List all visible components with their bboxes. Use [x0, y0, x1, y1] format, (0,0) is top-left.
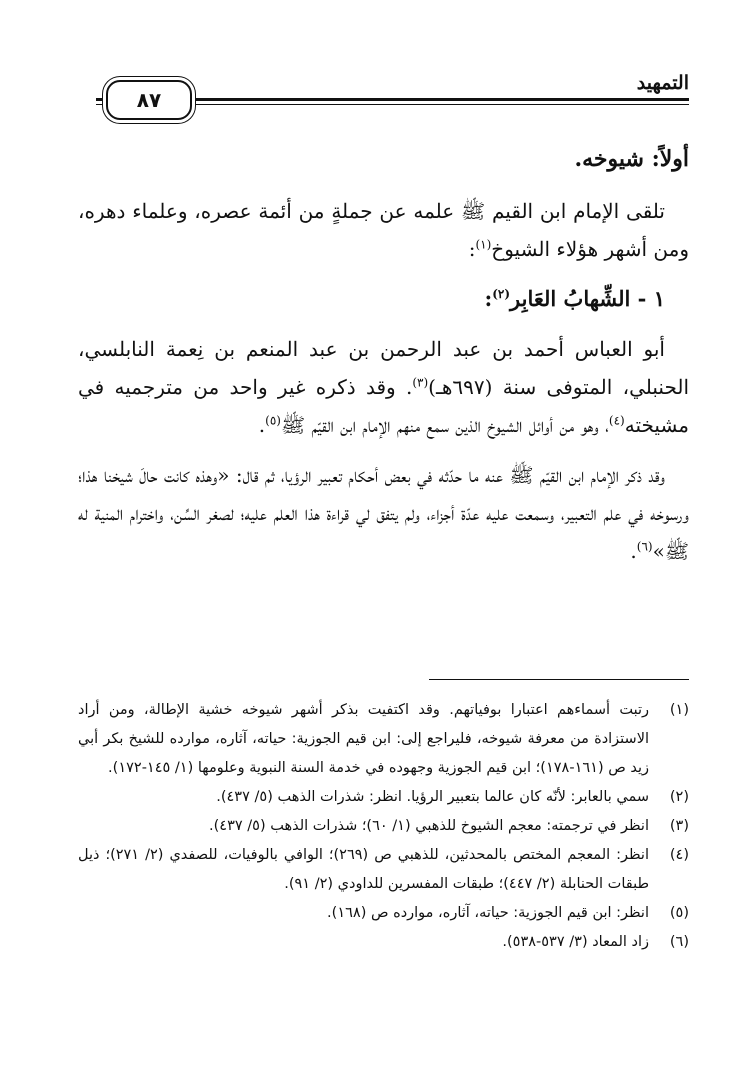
footnote-number: (٣)	[669, 818, 689, 834]
footnote	[78, 928, 689, 957]
footnote-ref-3: (٣)	[412, 375, 429, 390]
biography-paragraph	[78, 330, 689, 444]
footnote-text: سمي بالعابر: لأنّه كان عالما بتعبير الرؤيا. انظر: شذرات الذهب (٥/ ٤٣٧).	[216, 789, 649, 805]
footnote-ref-1: (١)	[475, 237, 492, 252]
footnote-text: انظر في ترجمته: معجم الشيوخ للذهبي (١/ ٦٠)؛ شذرات الذهب (٥/ ٤٣٧).	[209, 818, 649, 834]
footnote-rule	[429, 679, 689, 680]
bio-text-1: أبو العباس أحمد بن عبد الرحمن بن عبد المنعم بن نِعمة النابلسي، الحنبلي، المتوفى سنة (٦٩٧هـ)	[78, 337, 689, 399]
footnote-text: رتبت أسماءهم اعتبارا بوفياتهم. وقد اكتفيت بذكر أشهر شيوخه خشية الإطالة، ومن أراد الاستزادة من معرفة شيوخه، فليراجع إلى: ابن قيم الجوزية: حياته، آثاره، موارده للشيخ بكر أبي زيد ص (١٦١-١٧٨)؛ ابن قيم الجوزية وجهوده في خدمة السنة النبوية وعلومها (١/ ١٤٥-١٧٢).	[78, 702, 649, 776]
quote-paragraph	[78, 456, 689, 570]
intro-text: تلقى الإمام ابن القيم ﷺ علمه عن جملةٍ من أئمة عصره، وعلماء دهره، ومن أشهر هؤلاء الشيوخ	[78, 199, 689, 261]
footnote-text: انظر: المعجم المختص بالمحدثين، للذهبي ص (٢٦٩)؛ الوافي بالوفيات، للصفدي (٢/ ٢٧١)؛ ذيل طبقات الحنابلة (٢/ ٤٤٧)؛ طبقات المفسرين للداودي (٢/ ٩١).	[78, 847, 649, 892]
intro-paragraph	[78, 192, 689, 268]
entry-heading-end: :	[484, 286, 493, 311]
quote-end: .	[630, 539, 637, 563]
footnote-text: زاد المعاد (٣/ ٥٣٧-٥٣٨).	[502, 934, 649, 950]
bio-text-4: .	[258, 413, 266, 437]
footnote-ref-5: (٥)	[265, 413, 281, 428]
bio-text-2: . وقد ذكره غير واحد من مترجميه في مشيخته	[78, 375, 689, 437]
footnote	[78, 899, 689, 928]
bio-text-3: ، وهو من أوائل الشيوخ الذين سمع منهم الإمام ابن القيّم ﷺ	[280, 413, 609, 437]
main-text	[78, 140, 689, 582]
section-heading: أولاً: شيوخه.	[574, 146, 689, 172]
footnote-number: (٢)	[669, 789, 689, 805]
intro-end: :	[468, 237, 476, 261]
footnote-number: (١)	[669, 702, 689, 718]
footnote-number: (٥)	[669, 905, 689, 921]
footnote	[78, 783, 689, 812]
footnote-ref-2: (٢)	[492, 287, 511, 301]
footnote-number: (٦)	[669, 934, 689, 950]
running-title: التمهيد	[636, 72, 689, 94]
footnote	[78, 812, 689, 841]
quote-text: وقد ذكر الإمام ابن القيّم ﷺ عنه ما حدّثه في بعض أحكام تعبير الرؤيا، ثم قال: «وهذه كانت حالَ شيخنا هذا؛ ورسوخه في علم التعبير، وسمعت عليه عدّة أجزاء، ولم يتفق لي قراءة هذا العلم عليه؛ لصغر السِّن، واخترام المنية له ﷺ»	[78, 463, 689, 563]
footnote	[78, 696, 689, 783]
entry-heading	[78, 280, 689, 318]
page-number: ٨٧	[106, 80, 192, 120]
footnote	[78, 841, 689, 899]
entry-heading-text: ١ - الشِّهابُ العَابِر	[510, 286, 665, 311]
footnote-ref-4: (٤)	[608, 413, 625, 428]
footnotes	[78, 696, 689, 957]
footnote-ref-6: (٦)	[636, 539, 653, 554]
footnote-text: انظر: ابن قيم الجوزية: حياته، آثاره، موارده ص (١٦٨).	[327, 905, 649, 921]
footnote-number: (٤)	[669, 847, 689, 863]
